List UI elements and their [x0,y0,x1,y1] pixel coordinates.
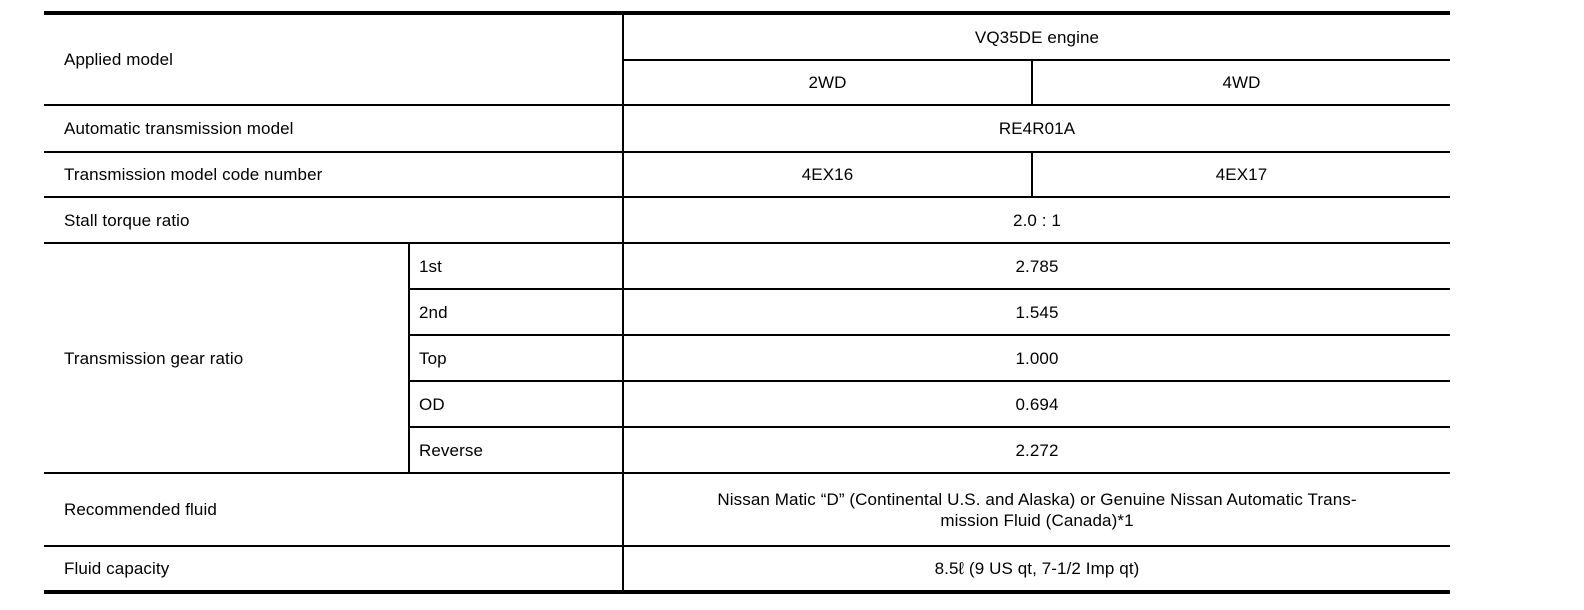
table-bottom-rule [44,590,1450,594]
gear-name: OD [419,394,445,414]
gear-name: Reverse [419,440,484,460]
stall-torque-value: 2.0 : 1 [1013,210,1061,230]
gear-name: 1st [419,256,442,276]
column-divider [408,242,410,474]
applied-model-label: Applied model [64,50,174,69]
code-2wd-value: 4EX16 [801,165,854,184]
recommended-fluid-value [624,474,1450,545]
gear-ratio-value: 2.272 [1015,440,1059,460]
drive-4wd-header: 4WD [1222,73,1261,92]
gear-ratio-value: 0.694 [1015,394,1059,414]
drive-2wd-header: 2WD [808,73,847,92]
code-4wd-value: 4EX17 [1215,165,1268,184]
gear-ratio-value: 2.785 [1015,256,1059,276]
engine-header: VQ35DE engine [974,27,1100,47]
gear-ratio-value: 1.545 [1015,302,1059,322]
gear-ratio-value: 1.000 [1015,348,1059,368]
gear-name: 2nd [419,302,448,322]
at-model-label: Automatic transmission model [64,119,294,138]
fluid-text-line: mission Fluid (Canada)*1 [940,510,1134,530]
code-number-label: Transmission model code number [64,165,323,184]
stall-torque-label: Stall torque ratio [64,210,190,230]
fluid-capacity-label: Fluid capacity [64,559,170,578]
fluid-capacity-value: 8.5ℓ (9 US qt, 7-1/2 Imp qt) [934,559,1140,578]
gear-name: Top [419,348,447,368]
fluid-text-line: Nissan Matic “D” (Continental U.S. and Alaska) or Genuine Nissan Automatic Trans- [717,489,1357,509]
gear-ratio-label: Transmission gear ratio [64,348,244,368]
at-model-value: RE4R01A [998,119,1076,138]
recommended-fluid-label: Recommended fluid [64,500,217,519]
